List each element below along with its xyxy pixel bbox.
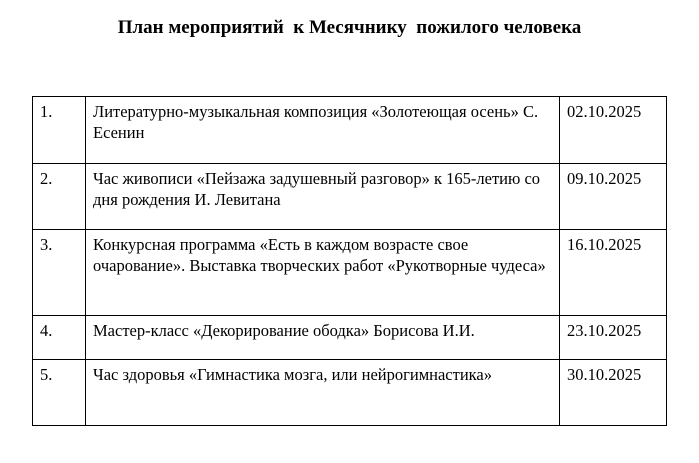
event-date: 09.10.2025: [560, 164, 667, 230]
event-date: 02.10.2025: [560, 97, 667, 164]
event-name: Литературно-музыкальная композиция «Золотеющая осень» С. Есенин: [86, 97, 560, 164]
table-row: [33, 316, 667, 360]
event-number: 3.: [33, 230, 86, 316]
events-table: [32, 96, 667, 426]
event-date: 23.10.2025: [560, 316, 667, 360]
event-number: 4.: [33, 316, 86, 360]
event-name: Конкурсная программа «Есть в каждом возрасте свое очарование». Выставка творческих работ «Рукотворные чудеса»: [86, 230, 560, 316]
event-date: 30.10.2025: [560, 360, 667, 426]
event-number: 2.: [33, 164, 86, 230]
event-number: 5.: [33, 360, 86, 426]
document-title: План мероприятий к Месячнику пожилого человека: [117, 17, 582, 38]
table-row: [33, 164, 667, 230]
event-name: Час живописи «Пейзажа задушевный разговор» к 165-летию со дня рождения И. Левитана: [86, 164, 560, 230]
table-row: [33, 230, 667, 316]
table-row: [33, 360, 667, 426]
event-number: 1.: [33, 97, 86, 164]
event-date: 16.10.2025: [560, 230, 667, 316]
event-name: Час здоровья «Гимнастика мозга, или нейрогимнастика»: [86, 360, 560, 426]
table-row: [33, 97, 667, 164]
event-name: Мастер-класс «Декорирование ободка» Борисова И.И.: [86, 316, 560, 360]
